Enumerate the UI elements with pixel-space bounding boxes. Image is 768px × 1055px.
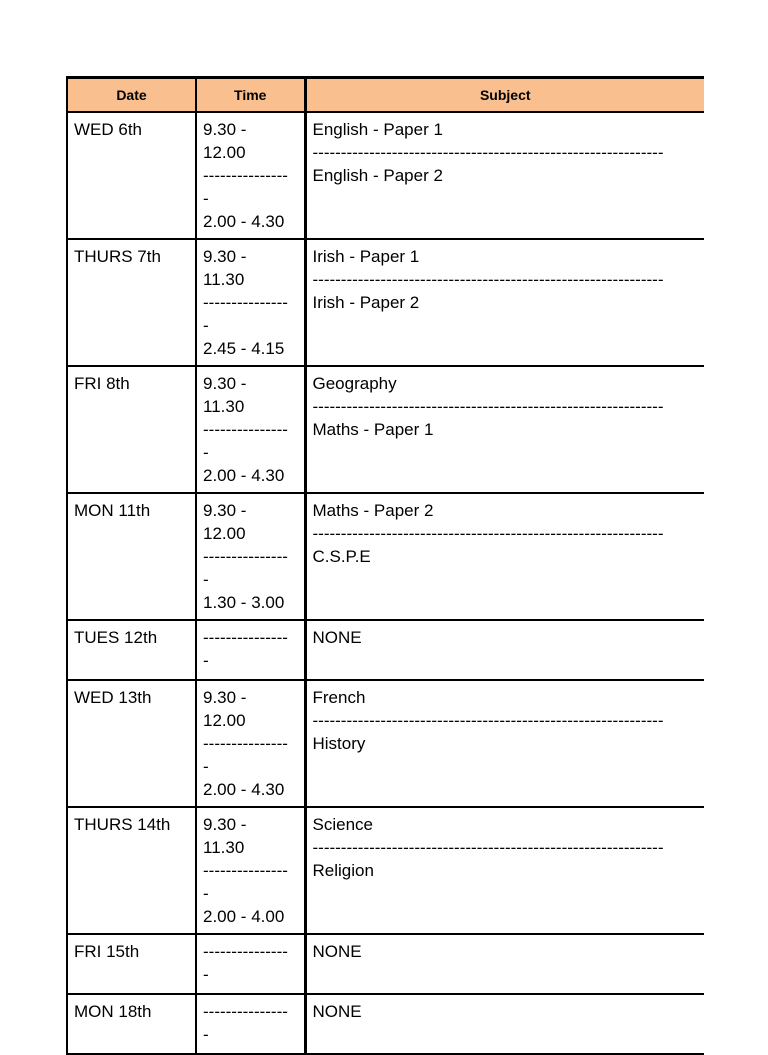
time-line: 2.00 - 4.00 bbox=[203, 907, 285, 926]
date-text: THURS 14th bbox=[74, 815, 171, 834]
time-line: --------------- bbox=[203, 861, 288, 880]
time-line: - bbox=[203, 1025, 209, 1044]
time-line: --------------- bbox=[203, 734, 288, 753]
exam-timetable bbox=[66, 76, 703, 1055]
table-row bbox=[67, 493, 704, 620]
date-text: THURS 7th bbox=[74, 247, 161, 266]
subject-cell bbox=[305, 934, 704, 994]
time-line: --------------- bbox=[203, 293, 288, 312]
subject-cell bbox=[305, 620, 704, 680]
date-column-header: Date bbox=[67, 78, 196, 113]
time-line: 2.00 - 4.30 bbox=[203, 466, 285, 485]
time-cell bbox=[196, 239, 305, 366]
time-line: 2.00 - 4.30 bbox=[203, 212, 285, 231]
date-text: FRI 15th bbox=[74, 942, 140, 961]
table-row bbox=[67, 934, 704, 994]
date-cell bbox=[67, 493, 196, 620]
date-text: FRI 8th bbox=[74, 374, 130, 393]
table-row bbox=[67, 112, 704, 239]
subject-line: NONE bbox=[312, 1002, 362, 1021]
subject-line: Religion bbox=[312, 861, 374, 880]
date-cell bbox=[67, 112, 196, 239]
time-line: - bbox=[203, 189, 209, 208]
subject-line: -------------------------------------------------------------- bbox=[312, 270, 664, 289]
time-line: --------------- bbox=[203, 420, 288, 439]
time-line: --------------- bbox=[203, 547, 288, 566]
subject-cell bbox=[305, 239, 704, 366]
time-line: 9.30 - bbox=[203, 120, 247, 139]
subject-line: Irish - Paper 1 bbox=[312, 247, 420, 266]
time-line: 11.30 bbox=[203, 270, 245, 289]
time-cell bbox=[196, 493, 305, 620]
time-line: --------------- bbox=[203, 1002, 288, 1021]
subject-cell bbox=[305, 994, 704, 1054]
subject-line: -------------------------------------------------------------- bbox=[312, 711, 664, 730]
subject-line: -------------------------------------------------------------- bbox=[312, 397, 664, 416]
timetable-table bbox=[66, 76, 704, 1055]
date-cell bbox=[67, 994, 196, 1054]
date-cell bbox=[67, 366, 196, 493]
date-cell bbox=[67, 807, 196, 934]
subject-cell bbox=[305, 493, 704, 620]
time-line: - bbox=[203, 570, 209, 589]
subject-line: Maths - Paper 2 bbox=[312, 501, 434, 520]
table-row bbox=[67, 807, 704, 934]
date-cell bbox=[67, 934, 196, 994]
time-line: - bbox=[203, 316, 209, 335]
time-line: 9.30 - bbox=[203, 815, 247, 834]
time-line: --------------- bbox=[203, 628, 288, 647]
date-cell bbox=[67, 239, 196, 366]
table-row bbox=[67, 620, 704, 680]
time-line: 12.00 bbox=[203, 524, 246, 543]
subject-cell bbox=[305, 112, 704, 239]
time-cell bbox=[196, 680, 305, 807]
subject-line: Geography bbox=[312, 374, 397, 393]
subject-line: NONE bbox=[312, 942, 362, 961]
table-row bbox=[67, 994, 704, 1054]
subject-line: Maths - Paper 1 bbox=[312, 420, 434, 439]
subject-line: -------------------------------------------------------------- bbox=[312, 524, 664, 543]
time-cell bbox=[196, 112, 305, 239]
table-row bbox=[67, 366, 704, 493]
time-line: - bbox=[203, 884, 209, 903]
time-column-header: Time bbox=[196, 78, 305, 113]
date-cell bbox=[67, 680, 196, 807]
date-text: WED 6th bbox=[74, 120, 143, 139]
table-row bbox=[67, 680, 704, 807]
time-cell bbox=[196, 620, 305, 680]
date-text: WED 13th bbox=[74, 688, 152, 707]
time-line: 12.00 bbox=[203, 143, 246, 162]
subject-line: English - Paper 1 bbox=[312, 120, 443, 139]
time-line: 12.00 bbox=[203, 711, 246, 730]
date-cell bbox=[67, 620, 196, 680]
time-line: 9.30 - bbox=[203, 374, 247, 393]
time-line: 2.45 - 4.15 bbox=[203, 339, 285, 358]
time-cell bbox=[196, 934, 305, 994]
subject-column-header: Subject bbox=[305, 78, 704, 113]
time-cell bbox=[196, 994, 305, 1054]
timetable-body bbox=[67, 112, 704, 1054]
time-line: - bbox=[203, 443, 209, 462]
subject-cell bbox=[305, 807, 704, 934]
time-line: - bbox=[203, 651, 209, 670]
time-line: - bbox=[203, 965, 209, 984]
header-row bbox=[67, 78, 704, 113]
time-line: 9.30 - bbox=[203, 688, 247, 707]
date-text: TUES 12th bbox=[74, 628, 158, 647]
subject-line: History bbox=[312, 734, 366, 753]
subject-line: -------------------------------------------------------------- bbox=[312, 143, 664, 162]
time-line: --------------- bbox=[203, 166, 288, 185]
subject-line: NONE bbox=[312, 628, 362, 647]
time-line: 11.30 bbox=[203, 838, 245, 857]
subject-line: Science bbox=[312, 815, 373, 834]
time-line: 11.30 bbox=[203, 397, 245, 416]
time-line: 1.30 - 3.00 bbox=[203, 593, 285, 612]
subject-line: Irish - Paper 2 bbox=[312, 293, 420, 312]
time-line: 9.30 - bbox=[203, 501, 247, 520]
subject-line: C.S.P.E bbox=[312, 547, 371, 566]
table-row bbox=[67, 239, 704, 366]
subject-cell bbox=[305, 680, 704, 807]
subject-line: -------------------------------------------------------------- bbox=[312, 838, 664, 857]
time-line: --------------- bbox=[203, 942, 288, 961]
time-line: 9.30 - bbox=[203, 247, 247, 266]
time-cell bbox=[196, 366, 305, 493]
time-cell bbox=[196, 807, 305, 934]
date-text: MON 18th bbox=[74, 1002, 152, 1021]
subject-line: English - Paper 2 bbox=[312, 166, 443, 185]
subject-line: French bbox=[312, 688, 366, 707]
time-line: - bbox=[203, 757, 209, 776]
date-text: MON 11th bbox=[74, 501, 151, 520]
time-line: 2.00 - 4.30 bbox=[203, 780, 285, 799]
subject-cell bbox=[305, 366, 704, 493]
